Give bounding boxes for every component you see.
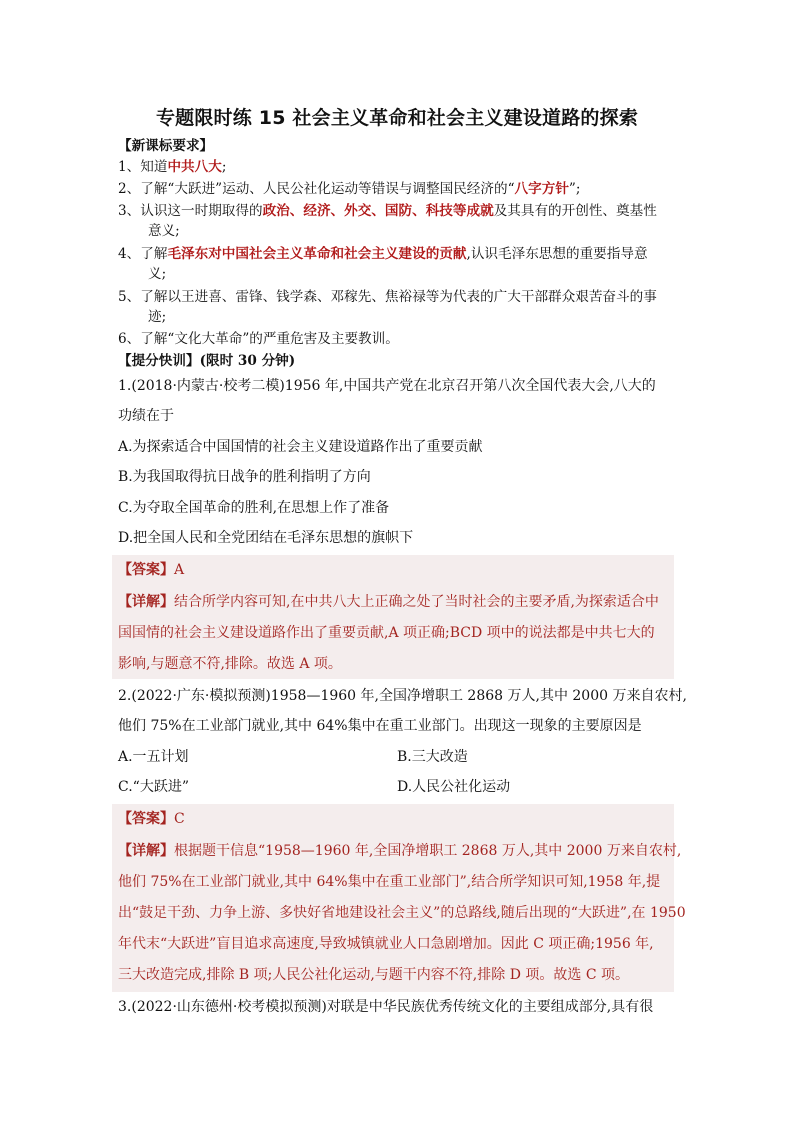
question-2-detail: 【详解】根据题干信息“1958—1960 年,全国净增职工 2868 万人,其中 2000 万来自农村, <box>118 843 682 859</box>
requirement-item: 2、了解“大跃进”运动、人民公社化运动等错误与调整国民经济的“八字方针”; <box>118 181 581 197</box>
question-1-detail: 影响,与题意不符,排除。故选 A 项。 <box>118 656 342 672</box>
question-2-stem: 他们 75%在工业部门就业,其中 64%集中在重工业部门。出现这一现象的主要原因是 <box>118 718 642 734</box>
answer-panel <box>112 804 674 992</box>
page-title: 专题限时练 15 社会主义革命和社会主义建设道路的探索 <box>155 107 639 129</box>
requirement-item: 6、了解“文化大革命”的严重危害及主要教训。 <box>118 331 399 347</box>
question-2-option-a: A.一五计划 <box>118 749 189 765</box>
question-1-stem: 功绩在于 <box>118 408 174 424</box>
question-2-detail: 三大改造完成,排除 B 项;人民公社化运动,与题干内容不符,排除 D 项。故选 C 项。 <box>118 967 629 983</box>
question-1-option-c: C.为夺取全国革命的胜利,在思想上作了准备 <box>118 500 390 516</box>
question-1-stem: 1.(2018·内蒙古·校考二模)1956 年,中国共产党在北京召开第八次全国代表大会,八大的 <box>118 378 656 394</box>
requirement-item: 4、了解毛泽东对中国社会主义革命和社会主义建设的贡献,认识毛泽东思想的重要指导意 <box>118 246 648 262</box>
question-2-stem: 2.(2022·广东·模拟预测)1958—1960 年,全国净增职工 2868 万人,其中 2000 万来自农村, <box>118 688 687 704</box>
question-1-detail: 【详解】结合所学内容可知,在中共八大上正确之处了当时社会的主要矛盾,为探索适合中 <box>118 594 659 610</box>
question-2-detail: 年代末“大跃进”盲目追求高速度,导致城镇就业人口急剧增加。因此 C 项正确;1956 年, <box>118 936 654 952</box>
requirement-item: 5、了解以王进喜、雷锋、钱学森、邓稼先、焦裕禄等为代表的广大干部群众艰苦奋斗的事 <box>118 289 657 305</box>
requirement-item-continuation: 迹; <box>148 309 167 325</box>
question-2-option-b: B.三大改造 <box>397 749 468 765</box>
question-3-stem: 3.(2022·山东德州·校考模拟预测)对联是中华民族优秀传统文化的主要组成部分,具有很 <box>118 999 654 1015</box>
requirement-item: 1、知道中共八大; <box>118 159 227 175</box>
question-1-option-a: A.为探索适合中国国情的社会主义建设道路作出了重要贡献 <box>118 439 483 455</box>
question-2-detail: 他们 75%在工业部门就业,其中 64%集中在重工业部门”,结合所学知识可知,1958 年,提 <box>118 874 661 890</box>
question-1-answer: 【答案】A <box>118 562 185 578</box>
question-2-detail: 出“鼓足干劲、力争上游、多快好省地建设社会主义”的总路线,随后出现的“大跃进”,在 1950 <box>118 905 686 921</box>
question-1-option-d: D.把全国人民和全党团结在毛泽东思想的旗帜下 <box>118 530 414 546</box>
question-1-option-b: B.为我国取得抗日战争的胜利指明了方向 <box>118 469 371 485</box>
question-2-option-d: D.人民公社化运动 <box>397 779 511 795</box>
requirement-item: 3、认识这一时期取得的政治、经济、外交、国防、科技等成就及其具有的开创性、奠基性 <box>118 203 657 219</box>
question-2-option-c: C.“大跃进” <box>118 779 189 795</box>
practice-heading: 【提分快训】(限时 30 分钟) <box>118 353 296 369</box>
requirement-item-continuation: 义; <box>148 266 167 282</box>
requirement-item-continuation: 意义; <box>148 223 180 239</box>
question-1-detail: 国国情的社会主义建设道路作出了重要贡献,A 项正确;BCD 项中的说法都是中共七大的 <box>118 625 655 641</box>
requirements-heading: 【新课标要求】 <box>118 138 214 154</box>
question-2-answer: 【答案】C <box>118 811 185 827</box>
